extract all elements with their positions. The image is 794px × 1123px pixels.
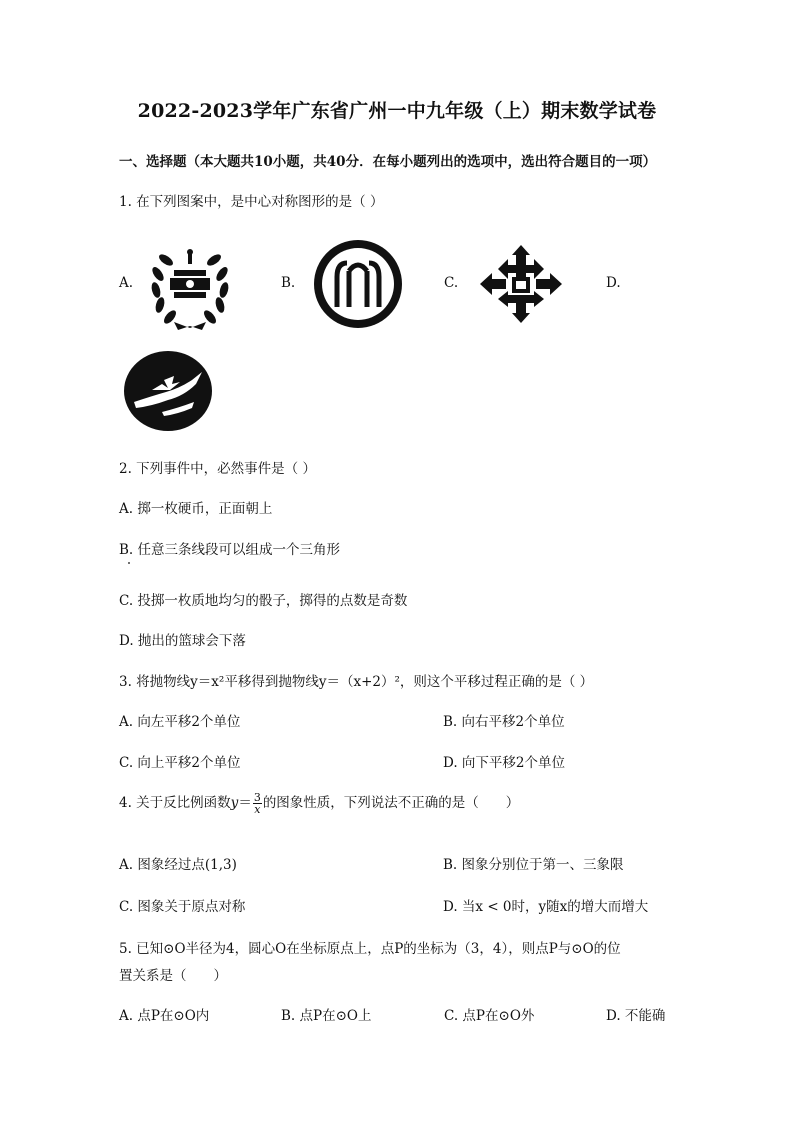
q2-option-a: A. 掷一枚硬币，正面朝上	[119, 501, 273, 517]
q4-func-y: y	[230, 795, 239, 811]
q4-frac-numerator: 3	[253, 791, 261, 804]
q5-option-d: D. 不能确	[606, 1008, 666, 1024]
q3-option-d: D. 向下平移2个单位	[443, 755, 566, 771]
q1-label-d: D.	[606, 275, 621, 291]
q4-stem-before: 4. 关于反比例函数	[119, 795, 231, 811]
q5-option-b: B. 点P在⊙O上	[281, 1008, 372, 1024]
section-header: 一、选择题（本大题共10小题，共40分．在每小题列出的选项中，选出符合题目的一项）	[119, 154, 657, 170]
q3-stem: 3. 将抛物线y＝x²平移得到抛物线y＝（x+2）²，则这个平移过程正确的是（ ）	[119, 674, 594, 690]
q4-equals: ＝	[238, 795, 252, 811]
q4-option-d: D. 当x < 0时，y随x的增大而增大	[443, 899, 649, 915]
q5-option-a: A. 点P在⊙O内	[119, 1008, 210, 1024]
bird-wave-figure	[122, 350, 214, 432]
q2-stem: 2. 下列事件中，必然事件是（ ）	[119, 461, 316, 477]
wreath-emblem-figure	[144, 240, 236, 332]
stray-dot	[128, 562, 130, 564]
q4-option-c: C. 图象关于原点对称	[119, 899, 246, 915]
circle-arches-figure	[311, 237, 405, 331]
q2-option-b: B. 任意三条线段可以组成一个三角形	[119, 542, 341, 558]
q3-option-c: C. 向上平移2个单位	[119, 755, 241, 771]
q4-frac-denominator: x	[254, 803, 261, 816]
q3-option-a: A. 向左平移2个单位	[119, 714, 241, 730]
q5-stem-line2: 置关系是（ ）	[119, 968, 227, 984]
q4-fraction	[253, 792, 262, 815]
q3-option-b: B. 向右平移2个单位	[443, 714, 565, 730]
q4-option-a: A. 图象经过点(1,3)	[119, 857, 237, 873]
q2-option-c: C. 投掷一枚质地均匀的骰子，掷得的点数是奇数	[119, 593, 408, 609]
q2-option-d: D. 抛出的篮球会下落	[119, 633, 246, 649]
ornament-cross-figure	[476, 241, 566, 327]
q1-label-b: B.	[281, 275, 296, 291]
exam-title: 2022-2023学年广东省广州一中九年级（上）期末数学试卷	[137, 100, 657, 122]
q5-stem-line1: 5. 已知⊙O半径为4，圆心O在坐标原点上，点P的坐标为（3，4），则点P与⊙O的位	[119, 941, 621, 957]
q1-label-a: A.	[119, 275, 134, 291]
q4-stem-after: 的图象性质，下列说法不正确的是（ ）	[262, 795, 520, 811]
q4-option-b: B. 图象分别位于第一、三象限	[443, 857, 624, 873]
q1-label-c: C.	[444, 275, 459, 291]
q5-option-c: C. 点P在⊙O外	[444, 1008, 535, 1024]
q4-stem	[119, 792, 519, 815]
q1-stem: 1. 在下列图案中，是中心对称图形的是（ ）	[119, 194, 384, 210]
